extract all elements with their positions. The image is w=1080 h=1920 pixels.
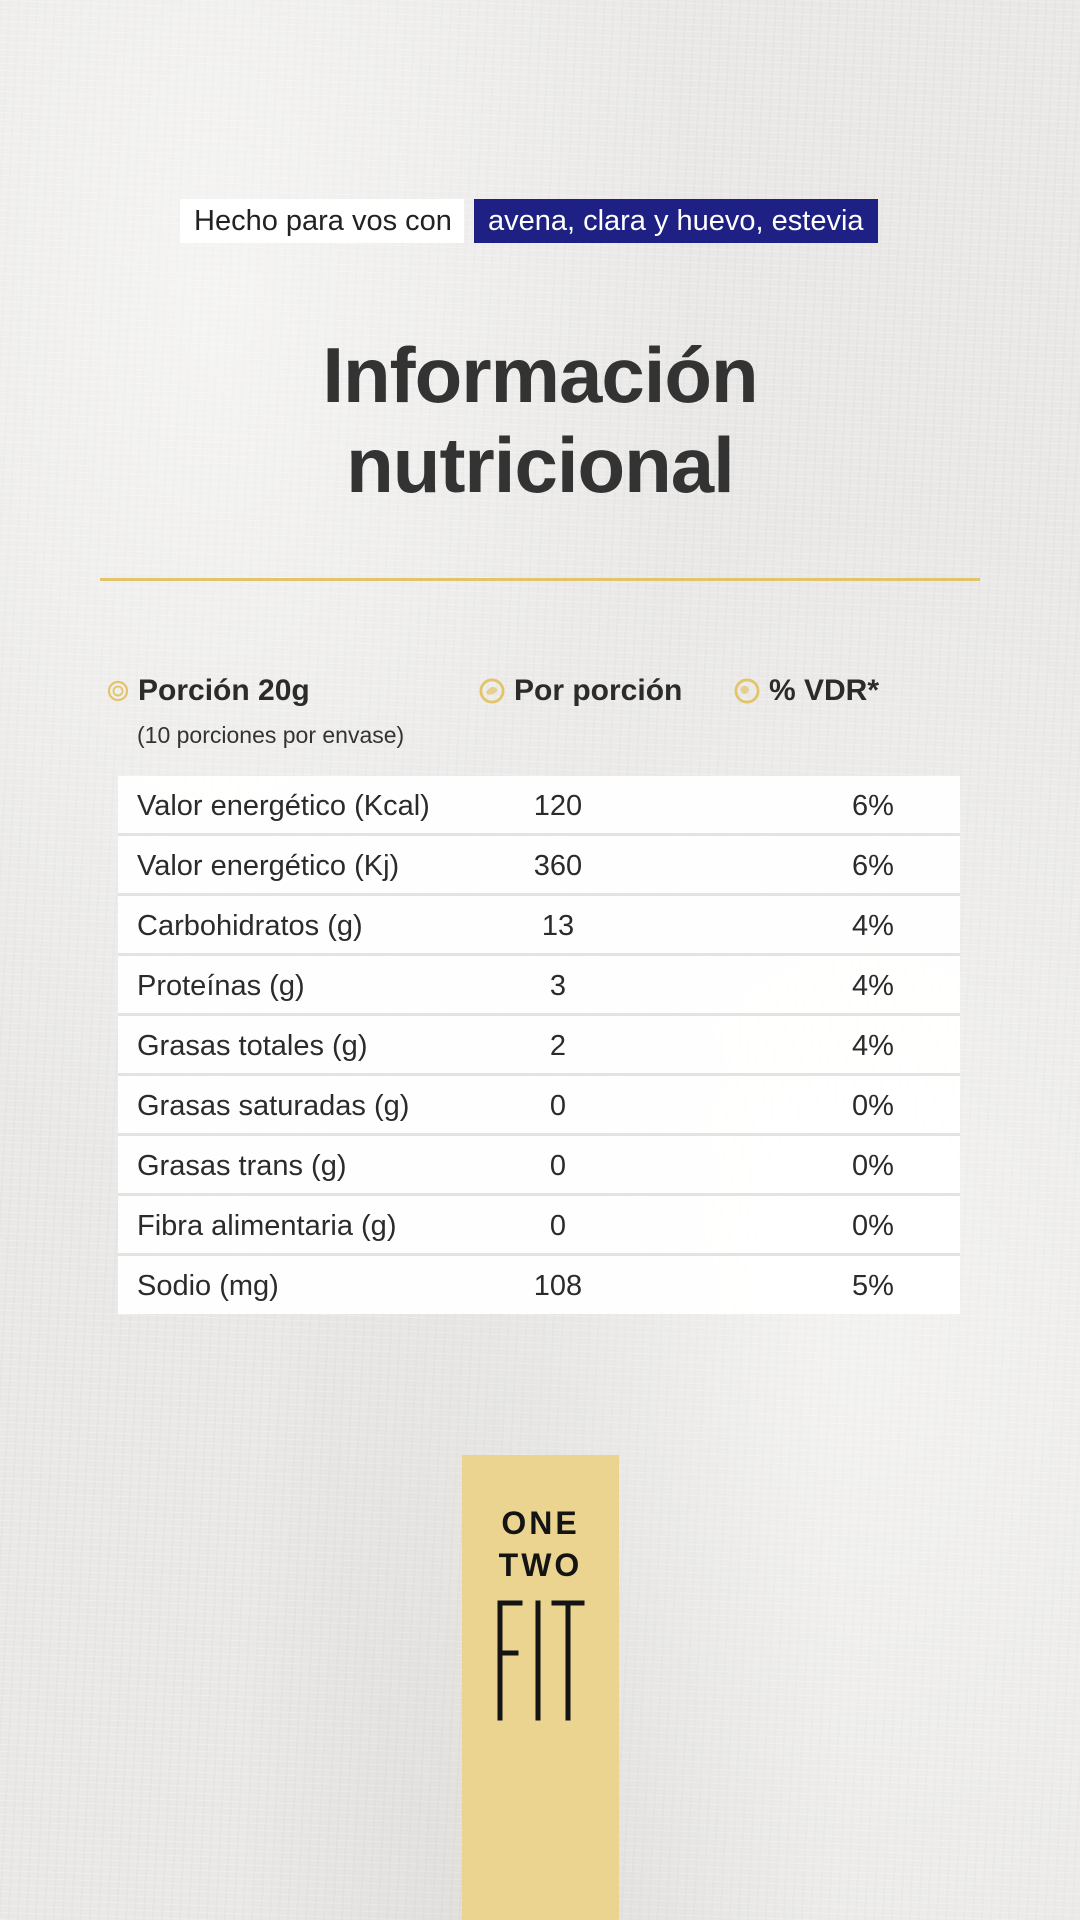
table-row — [118, 1076, 960, 1136]
row-value: 360 — [533, 850, 583, 882]
portion-header — [106, 674, 310, 708]
row-nutrient: Valor energético (Kcal) — [137, 790, 430, 822]
cookie-icon — [733, 677, 761, 705]
per-portion-header — [478, 674, 682, 708]
row-vdr: 0% — [852, 1210, 894, 1242]
row-value: 0 — [549, 1150, 567, 1182]
row-nutrient: Carbohidratos (g) — [137, 910, 363, 942]
row-nutrient: Grasas totales (g) — [137, 1030, 368, 1062]
row-value: 0 — [549, 1090, 567, 1122]
tagline — [180, 199, 878, 243]
portion-header-label: Porción 20g — [138, 674, 310, 707]
page-title — [0, 330, 1080, 510]
logo-word-two: TWO — [498, 1547, 583, 1583]
row-nutrient: Grasas trans (g) — [137, 1150, 347, 1182]
table-row — [118, 1196, 960, 1256]
row-vdr: 0% — [852, 1150, 894, 1182]
row-vdr: 6% — [852, 850, 894, 882]
table-row — [118, 956, 960, 1016]
row-value: 120 — [533, 790, 583, 822]
table-row — [118, 896, 960, 956]
row-nutrient: Fibra alimentaria (g) — [137, 1210, 397, 1242]
per-portion-header-label: Por porción — [514, 674, 683, 707]
row-value: 0 — [549, 1210, 567, 1242]
table-row — [118, 836, 960, 896]
row-value: 13 — [541, 910, 575, 942]
cookie-icon — [106, 679, 130, 703]
vdr-header — [733, 674, 879, 708]
cookie-icon — [478, 677, 506, 705]
row-value: 108 — [533, 1270, 583, 1302]
brand-logo — [462, 1455, 619, 1920]
row-vdr: 5% — [852, 1270, 894, 1302]
row-nutrient: Grasas saturadas (g) — [137, 1090, 410, 1122]
row-value: 2 — [549, 1030, 567, 1062]
row-nutrient: Proteínas (g) — [137, 970, 305, 1002]
table-row — [118, 1256, 960, 1314]
table-row — [118, 1136, 960, 1196]
table-row — [118, 776, 960, 836]
portion-note: (10 porciones por envase) — [137, 722, 405, 748]
row-nutrient: Sodio (mg) — [137, 1270, 279, 1302]
row-vdr: 4% — [852, 910, 894, 942]
page-title-line-1: Información — [322, 331, 758, 419]
page-title-line-2: nutricional — [346, 421, 734, 509]
logo-word-one: ONE — [501, 1505, 580, 1541]
row-nutrient: Valor energético (Kj) — [137, 850, 400, 882]
vdr-header-label: % VDR* — [769, 674, 880, 707]
gold-divider — [100, 578, 980, 581]
tagline-ingredients: avena, clara y huevo, estevia — [474, 199, 878, 243]
row-vdr: 0% — [852, 1090, 894, 1122]
row-vdr: 4% — [852, 970, 894, 1002]
nutrition-table — [118, 776, 960, 1314]
tagline-prefix: Hecho para vos con — [180, 199, 464, 243]
table-row — [118, 1016, 960, 1076]
logo-fit-mark — [490, 1593, 590, 1723]
row-value: 3 — [549, 970, 567, 1002]
row-vdr: 6% — [852, 790, 894, 822]
row-vdr: 4% — [852, 1030, 894, 1062]
